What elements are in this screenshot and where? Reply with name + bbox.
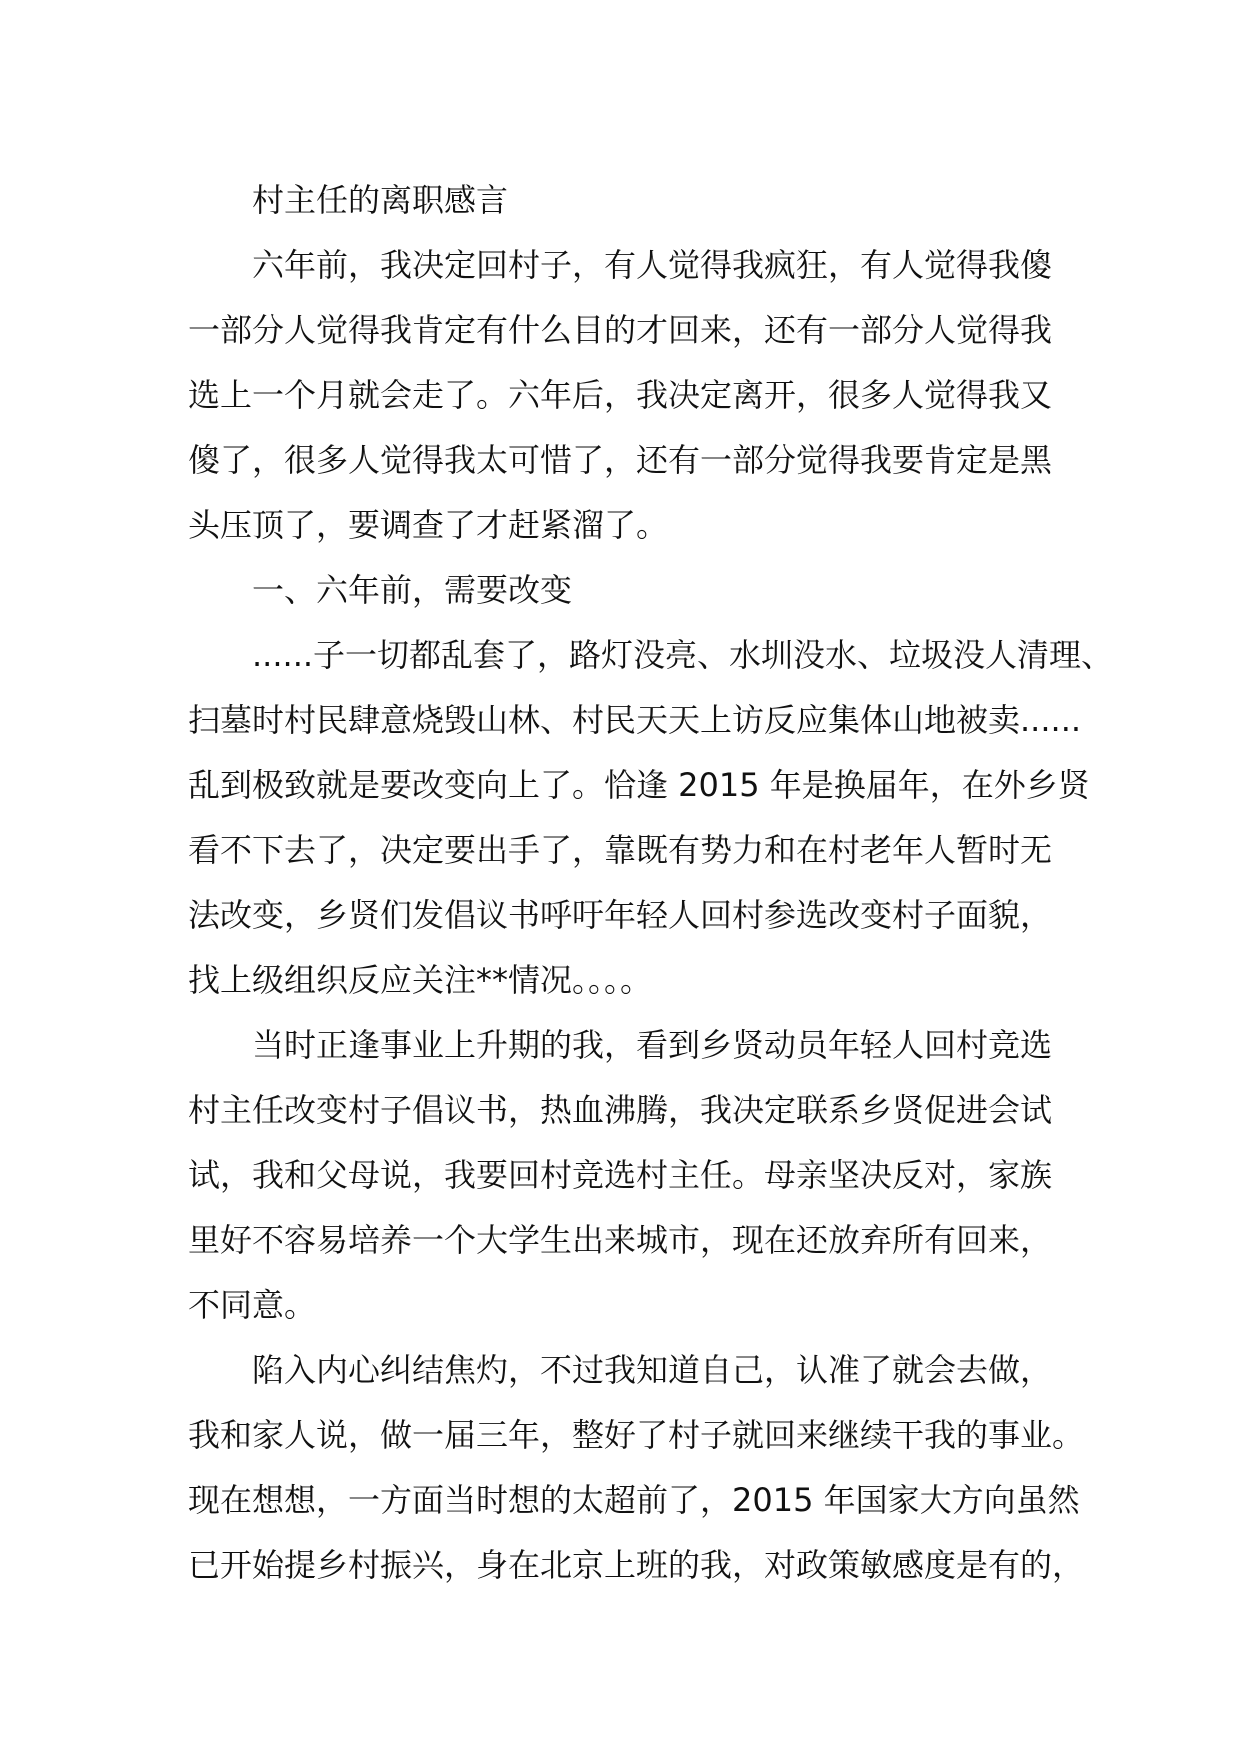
text-line: 村主任改变村子倡议书，热血沸腾，我决定联系乡贤促进会试	[188, 1091, 1053, 1129]
text-line: 选上一个月就会走了。六年后，我决定离开，很多人觉得我又	[188, 376, 1053, 414]
text-line: 傻了，很多人觉得我太可惜了，还有一部分觉得我要肯定是黑	[188, 441, 1053, 479]
text-line: 头压顶了，要调查了才赶紧溜了。	[188, 506, 669, 544]
text-line: 一部分人觉得我肯定有什么目的才回来，还有一部分人觉得我	[188, 311, 1053, 349]
text-line: 看不下去了，决定要出手了，靠既有势力和在村老年人暂时无	[188, 831, 1053, 869]
text-line: ......子一切都乱套了，路灯没亮、水圳没水、垃圾没人清理、	[252, 636, 1114, 674]
section-heading: 一、六年前，需要改变	[252, 571, 573, 609]
text-line: 里好不容易培养一个大学生出来城市，现在还放弃所有回来，	[188, 1221, 1053, 1259]
text-line: 我和家人说，做一届三年，整好了村子就回来继续干我的事业。	[188, 1416, 1085, 1454]
text-line: 法改变，乡贤们发倡议书呼吁年轻人回村参选改变村子面貌，	[188, 896, 1053, 934]
text-line: 六年前，我决定回村子，有人觉得我疯狂，有人觉得我傻	[252, 246, 1053, 284]
text-line: 找上级组织反应关注**情况。。。。	[188, 961, 653, 999]
text-line: 乱到极致就是要改变向上了。恰逢 2015 年是换届年，在外乡贤	[188, 766, 1090, 804]
text-line: 不同意。	[188, 1286, 317, 1324]
document-title: 村主任的离职感言	[252, 181, 509, 219]
text-line: 现在想想，一方面当时想的太超前了，2015 年国家大方向虽然	[188, 1481, 1080, 1519]
document-body	[188, 168, 1114, 1598]
text-line: 扫墓时村民肆意烧毁山林、村民天天上访反应集体山地被卖......	[188, 701, 1082, 739]
text-line: 已开始提乡村振兴，身在北京上班的我，对政策敏感度是有的，	[188, 1546, 1085, 1584]
text-line: 试，我和父母说，我要回村竞选村主任。母亲坚决反对，家族	[188, 1156, 1053, 1194]
text-line: 当时正逢事业上升期的我，看到乡贤动员年轻人回村竞选	[252, 1026, 1053, 1064]
text-line: 陷入内心纠结焦灼，不过我知道自己，认准了就会去做，	[252, 1351, 1053, 1389]
